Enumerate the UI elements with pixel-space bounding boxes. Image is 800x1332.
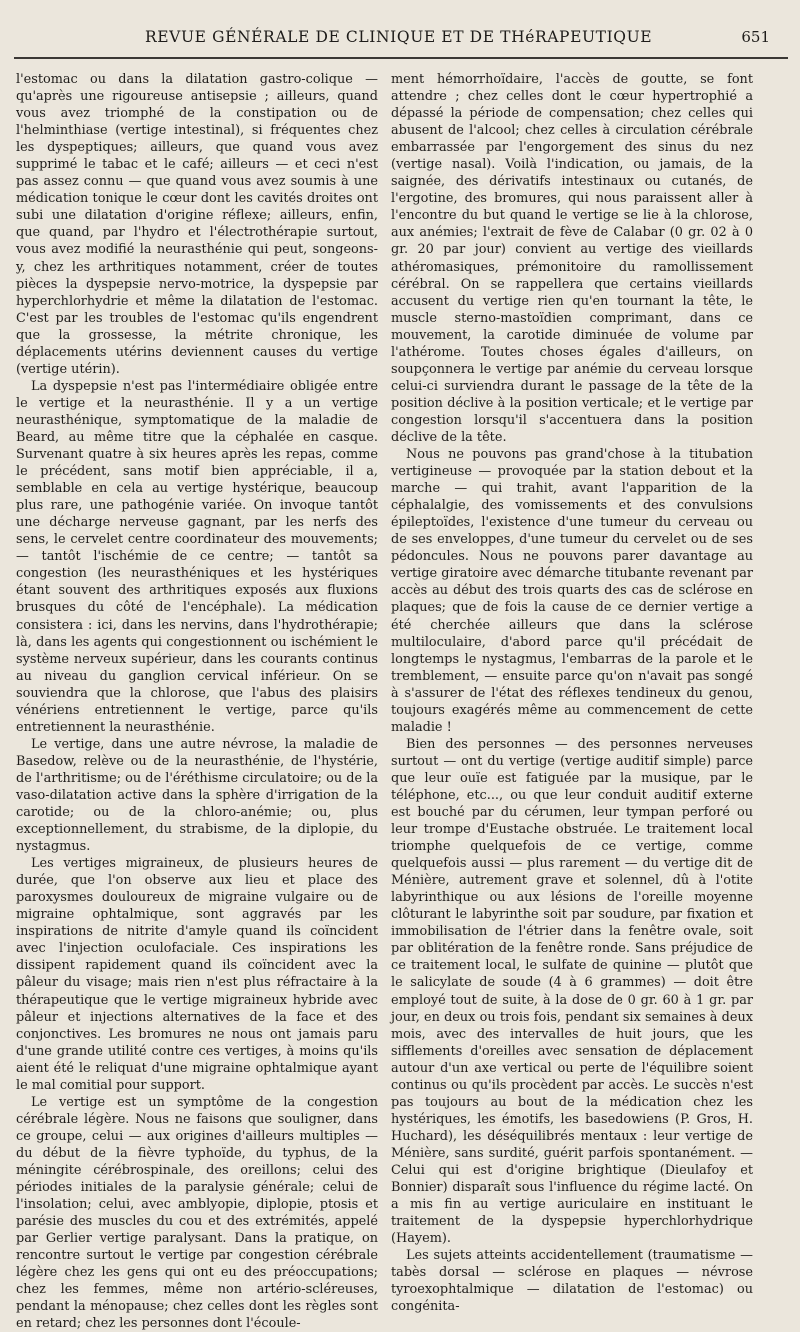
paragraph: Les vertiges migraineux, de plusieurs heures de durée, que l'on observe aux lieu et place des paroxysmes douloureux de migraine vulgaire ou de migraine ophtalmique, sont aggravés par les inspirations de nitrite d'amyle quand ils coïncident avec l'injection oculofaciale. Ces inspirations les dissipent rapidement quand ils coïncident avec la pâleur du visage; mais rien n'est plus réfractaire à la thérapeutique que le vertige migraineux hybride avec pâleur et injections alternatives de la face et des conjonctives. Les bromures ne nous ont jamais paru d'une grande utilité contre ces vertiges, à moins qu'ils aient été le reliquat d'une migraine ophtalmique ayant le mal comitial pour support. — [16, 856, 378, 1093]
paragraph: Le vertige, dans une autre névrose, la maladie de Basedow, relève ou de la neurasthénie, de l'hystérie, de l'arthritisme; ou de l'éréthisme circulatoire; ou de la vaso-dilatation active dans la sphère d'irrigation de la carotide; ou de la chloro-anémie; ou, plus exceptionnellement, du strabisme, de la diplopie, du nystagmus. — [16, 736, 378, 855]
page-number: 651 — [741, 28, 770, 46]
paragraph: l'estomac ou dans la dilatation gastro-colique — qu'après une rigoureuse antisepsie ; ailleurs, quand vous avez triomphé de la constipation ou de l'helminthiase (vertige intestinal), si fréquentes chez les dyspeptiques; ailleurs, que quand vous avez supprimé le tabac et le café; ailleurs — et ceci n'est pas assez connu — que quand vous avez soumis à une médication tonique le cœur dont les cavités droites ont subi une dilatation d'origine réflexe; ailleurs, enfin, que quand, par l'hydro et l'électrothérapie surtout, vous avez modifié la neurasthénie qui peut, songeons-y, chez les arthritiques notamment, créer de toutes pièces la dyspepsie nervo-motrice, la dyspepsie par hyperchlorhydrie et même la dilatation de l'estomac. C'est par les troubles de l'estomac qu'ils engendrent que la grossesse, la métrite chronique, les déplacements utérins deviennent causes du vertige (vertige utérin). — [16, 72, 378, 377]
paragraph: Les sujets atteints accidentellement (traumatisme — tabès dorsal — sclérose en plaques — névrose tyroexophtalmique — dilatation de l'estomac) ou congénita- — [391, 1248, 753, 1315]
page-header — [0, 28, 800, 54]
paragraph: Bien des personnes — des personnes nerveuses surtout — ont du vertige (vertige auditif simple) parce que leur ouïe est fatiguée par la musique, par le téléphone, etc..., ou que leur conduit auditif externe est bouché par du cérumen, leur tympan perforé ou leur trompe d'Eustache obstruée. Le traitement local triomphe quelquefois de ce vertige, comme quelquefois aussi — plus rarement — du vertige dit de Ménière, autrement grave et solennel, dû à l'otite labyrinthique ou aux lésions de l'oreille moyenne clôturant le labyrinthe soit par soudure, par fixation et immobilisation de l'étrier dans la fenêtre ovale, soit par oblitération de la fenêtre ronde. Sans préjudice de ce traitement local, le sulfate de quinine — plutôt que le salicylate de soude (4 à 6 grammes) — doit être employé tout de suite, à la dose de 0 gr. 60 à 1 gr. par jour, en deux ou trois fois, pendant six semaines à deux mois, avec des intervalles de huit jours, que les sifflements d'oreilles avec sensation de déplacement autour d'un axe vertical ou perte de l'équilibre soient continus ou qu'ils procèdent par accès. Le succès n'est pas toujours au bout de la médication chez les hystériques, les émotifs, les basedowiens (P. Gros, H. Huchard), les déséquilibrés mentaux : leur vertige de Ménière, sans surdité, guérit parfois spontanément. — Celui qui est d'origine brightique (Dieulafoy et Bonnier) disparaît sous l'influence du régime lacté. On a mis fin au vertige auriculaire en instituant le traitement de la dyspepsie hyperchlorhydrique (Hayem). — [391, 736, 753, 1247]
running-title: REVUE GÉNÉRALE DE CLINIQUE ET DE THéRAPEUTIQUE — [145, 28, 653, 46]
paragraph: Nous ne pouvons pas grand'chose à la titubation vertigineuse — provoquée par la station debout et la marche — qui trahit, avant l'apparition de la céphalalgie, des vomissements et des convulsions épileptoïdes, l'existence d'une tumeur du cerveau ou de ses enveloppes, d'une tumeur du cervelet ou de ses pédoncules. Nous ne pouvons parer davantage au vertige giratoire avec démarche titubante revenant par accès au début des trois quarts des cas de sclérose en plaques; que de fois la cause de ce dernier vertige a été cherchée ailleurs que dans la sclérose multiloculaire, d'abord parce qu'il précédait de longtemps le nystagmus, l'embarras de la parole et le tremblement, — ensuite parce qu'on n'avait pas songé à s'assurer de l'état des réflexes tendineux du genou, toujours exagérés même au commencement de cette maladie ! — [391, 447, 753, 735]
paragraph: La dyspepsie n'est pas l'intermédiaire obligée entre le vertige et la neurasthénie. Il y a un vertige neurasthénique, symptomatique de la maladie de Beard, au même titre que la céphalée en casque. Survenant quatre à six heures après les repas, comme le précédent, sans motif bien appréciable, il a, semblable en cela au vertige hystérique, beaucoup plus rare, une pathogénie variée. On invoque tantôt une décharge nerveuse gagnant, par les nerfs des sens, le cervelet centre coordinateur des mouvements; — tantôt l'ischémie de ce centre; — tantôt sa congestion (les neurasthéniques et les hystériques étant souvent des arthritiques exposés aux fluxions brusques du côté de l'encéphale). La médication consistera : ici, dans les nervins, dans l'hydrothérapie; là, dans les agents qui congestionnent ou ischémient le système nerveux supérieur, dans les courants continus au niveau du ganglion cervical inférieur. On se souviendra que la chlorose, que l'abus des plaisirs vénériens entretiennent le vertige, parce qu'ils entretiennent la neurasthénie. — [16, 378, 378, 735]
header-rule — [14, 57, 788, 59]
left-column — [16, 71, 378, 1332]
right-column — [391, 71, 753, 1315]
paragraph: Le vertige est un symptôme de la congestion cérébrale légère. Nous ne faisons que souligner, dans ce groupe, celui — aux origines d'ailleurs multiples — du début de la fièvre typhoïde, du typhus, de la méningite cérébrospinale, des oreillons; celui des périodes initiales de la paralysie générale; celui de l'insolation; celui, avec amblyopie, diplopie, ptosis et parésie des muscles du cou et des extrémités, appelé par Gerlier vertige paralysant. Dans la pratique, on rencontre surtout le vertige par congestion cérébrale légère chez les gens qui ont eu des préoccupations; chez les femmes, même non artério-scléreuses, pendant la ménopause; chez celles dont les règles sont en retard; chez les personnes dont l'écoule- — [16, 1094, 378, 1332]
paragraph: ment hémorrhoïdaire, l'accès de goutte, se font attendre ; chez celles dont le cœur hypertrophié a dépassé la période de compensation; chez celles qui abusent de l'alcool; chez celles à circulation cérébrale embarrassée par l'engorgement des sinus du nez (vertige nasal). Voilà l'indication, ou jamais, de la saignée, des dérivatifs intestinaux ou cutanés, de l'ergotine, des bromures, qui nous paraissent aller à l'encontre du but quand le vertige se lie à la chlorose, aux anémies; l'extrait de fève de Calabar (0 gr. 02 à 0 gr. 20 par jour) convient au vertige des vieillards athéromasiques, prémonitoire du ramollissement cérébral. On se rappellera que certains vieillards accusent du vertige rien qu'en tournant la tête, le muscle sterno-mastoïdien comprimant, dans ce mouvement, la carotide diminuée de volume par l'athérome. Toutes choses égales d'ailleurs, on soupçonnera le vertige par anémie du cerveau lorsque celui-ci surviendra durant le passage de la tête de la position déclive à la position verticale; et le vertige par congestion lorsqu'il s'accentuera dans la position déclive de la tête. — [391, 72, 753, 445]
